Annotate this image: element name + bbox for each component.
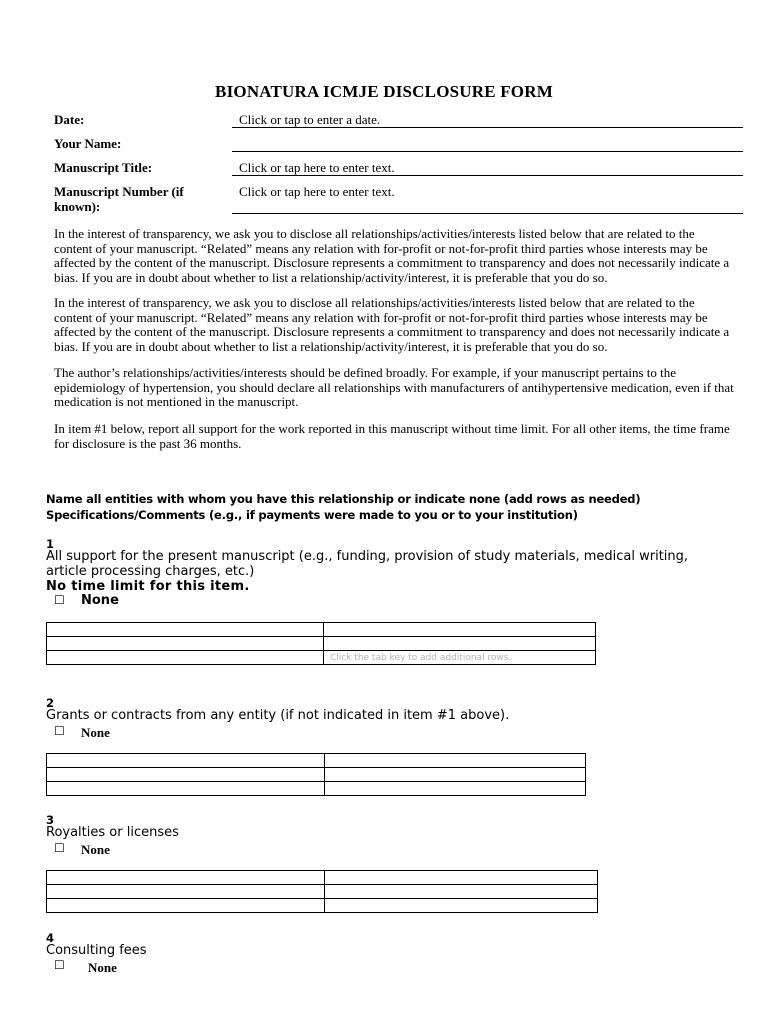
item-3-table xyxy=(46,870,598,913)
item-4-none-checkbox[interactable]: ☐ xyxy=(54,958,65,972)
item-2-number: 2 xyxy=(46,696,55,710)
comment-cell[interactable] xyxy=(325,871,598,885)
manuscript-title-field[interactable]: Click or tap here to enter text. xyxy=(239,160,395,175)
manuscript-number-field-line xyxy=(232,213,743,214)
column-header-entities: Name all entities with whom you have this relationship or indicate none (add rows as needed) xyxy=(46,492,641,506)
item-2-table xyxy=(46,753,586,796)
item-3-none-checkbox[interactable]: ☐ xyxy=(54,841,65,855)
date-field-line xyxy=(232,127,743,128)
table-row xyxy=(47,623,596,637)
column-header-specifications: Specifications/Comments (e.g., if payments were made to you or to your institution) xyxy=(46,508,578,522)
item-3-description: Royalties or licenses xyxy=(46,825,179,840)
item-3-none-label: None xyxy=(81,842,110,857)
comment-cell[interactable] xyxy=(325,899,598,913)
item-2-none-checkbox[interactable]: ☐ xyxy=(54,724,65,738)
your-name-field[interactable] xyxy=(239,136,739,150)
table-row xyxy=(47,768,586,782)
item-4-none-label: None xyxy=(88,960,117,975)
your-name-field-line xyxy=(232,151,743,152)
definition-paragraph: The author’s relationships/activities/interests should be defined broadly. For example, if your manuscript pertains to the epidemiology of hypertension, you should declare all relationships with manufacturers of antihypertensive medication, even if that medication is not mentioned in the manuscript. xyxy=(54,365,734,410)
intro-paragraph-1: In the interest of transparency, we ask you to disclose all relationships/activities/interests listed below that are related to the content of your manuscript. “Related” means any relation with for-profit or not-for-profit third parties whose interests may be affected by the content of the manuscript. Disclosure represents a commitment to transparency and does not necessarily indicate a bias. If you are in doubt about whether to list a relationship/activity/interest, it is preferable that you do so. xyxy=(54,226,730,285)
entity-cell[interactable] xyxy=(47,782,325,796)
item-1-description: All support for the present manuscript (e.g., funding, provision of study materials, medical writing, article processing charges, etc.) xyxy=(46,549,689,579)
table-row xyxy=(47,754,586,768)
entity-cell[interactable] xyxy=(47,754,325,768)
intro-paragraph-2: In the interest of transparency, we ask you to disclose all relationships/activities/interests listed below that are related to the content of your manuscript. “Related” means any relation with for-profit or not-for-profit third parties whose interests may be affected by the content of the manuscript. Disclosure represents a commitment to transparency and does not necessarily indicate a bias. If you are in doubt about whether to list a relationship/activity/interest, it is preferable that you do so. xyxy=(54,295,730,354)
form-title: BIONATURA ICMJE DISCLOSURE FORM xyxy=(215,82,553,101)
entity-cell[interactable] xyxy=(47,768,325,782)
date-label: Date: xyxy=(54,112,85,127)
entity-cell[interactable] xyxy=(47,885,325,899)
entity-cell[interactable] xyxy=(47,637,324,651)
item-4-description: Consulting fees xyxy=(46,943,147,958)
item-1-none-label: None xyxy=(81,593,119,608)
table-row xyxy=(47,637,596,651)
item-2-none-label: None xyxy=(81,725,110,740)
time-frame-paragraph: In item #1 below, report all support for the work reported in this manuscript without time limit. For all other items, the time frame for disclosure is the past 36 months. xyxy=(54,421,730,451)
comment-cell[interactable] xyxy=(324,637,596,651)
manuscript-title-field-line xyxy=(232,175,743,176)
item-1-table xyxy=(46,622,596,665)
comment-cell[interactable] xyxy=(325,754,586,768)
item-1-number: 1 xyxy=(46,537,55,551)
comment-cell[interactable] xyxy=(325,768,586,782)
entity-cell[interactable] xyxy=(47,899,325,913)
manuscript-number-label: Manuscript Number (if known): xyxy=(54,184,184,214)
item-2-description: Grants or contracts from any entity (if not indicated in item #1 above). xyxy=(46,708,510,723)
comment-cell[interactable]: Click the tab key to add additional rows. xyxy=(324,651,596,665)
comment-cell[interactable] xyxy=(325,885,598,899)
date-field[interactable]: Click or tap to enter a date. xyxy=(239,112,381,127)
comment-cell[interactable] xyxy=(325,782,586,796)
table-row xyxy=(47,871,598,885)
your-name-label: Your Name: xyxy=(54,136,122,151)
table-row xyxy=(47,651,596,665)
manuscript-title-label: Manuscript Title: xyxy=(54,160,153,175)
item-1-note: No time limit for this item. xyxy=(46,579,250,594)
entity-cell[interactable] xyxy=(47,651,324,665)
item-1-none-checkbox[interactable]: ☐ xyxy=(54,593,65,607)
table-row xyxy=(47,885,598,899)
comment-cell[interactable] xyxy=(324,623,596,637)
item-4-number: 4 xyxy=(46,931,55,945)
manuscript-number-field[interactable]: Click or tap here to enter text. xyxy=(239,184,395,199)
table-row xyxy=(47,782,586,796)
entity-cell[interactable] xyxy=(47,623,324,637)
item-3-number: 3 xyxy=(46,813,55,827)
table-row xyxy=(47,899,598,913)
entity-cell[interactable] xyxy=(47,871,325,885)
